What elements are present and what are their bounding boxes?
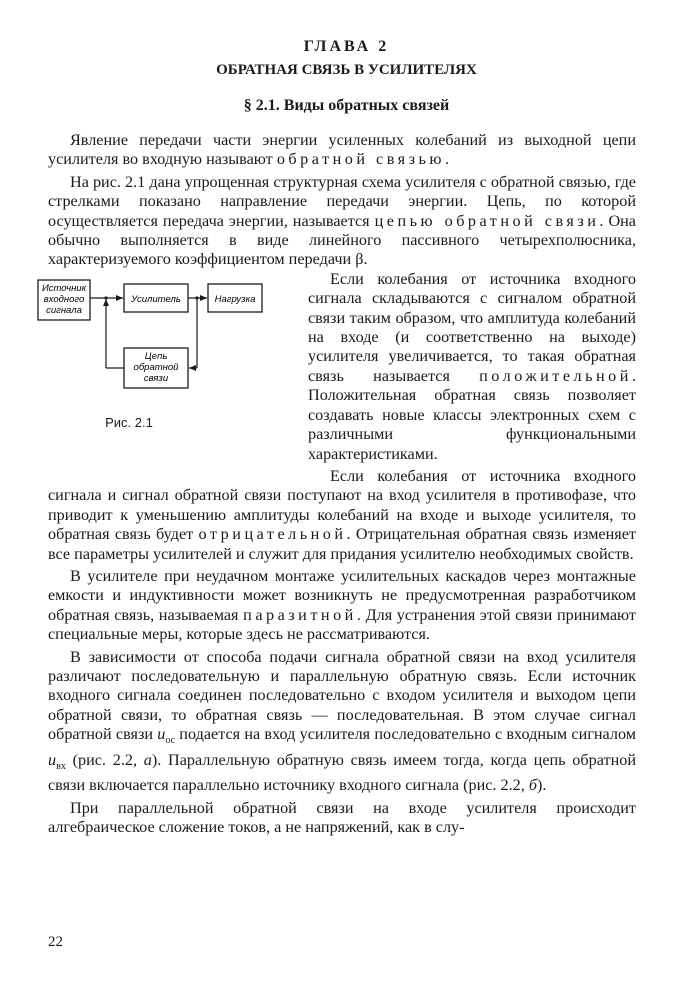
source-label-line-2: входного — [43, 293, 85, 305]
section-title: § 2.1. Виды обратных связей — [243, 97, 450, 114]
paragraph-4: Если колебания от источника входного сигнала и сигнал обратной связи поступают на вход усилителя в противофазе, что приводит к уменьшению амплитуды колебаний на входе и выходе усилителя, то обратная связь будет отрицательной. Отрицательная обратная связь изменяет все параметры усилителей и служит для придания усилителю необходимых свойств. — [48, 466, 636, 563]
spaced-term: обратной связью — [276, 150, 445, 169]
paragraph-1: Явление передачи части энергии усиленных колебаний из выходной цепи усилителя во входную называют обратной связью. — [48, 131, 636, 169]
chapter-number: ГЛАВА 2 — [303, 38, 390, 55]
source-label-line-3: сигнала — [46, 304, 82, 316]
feedback-label-line-3: связи — [143, 372, 169, 384]
paragraph-2: На рис. 2.1 дана упрощенная структурная схема усилителя с обратной связью, где стрелками показано направление передачи энергии. Цепь, по которой осуществляется передача энергии, называется цепью обратной связи. Она обычно выполняется в виде линейного пассивного четырехполюсника, характеризуемого коэффициентом передачи β. — [48, 172, 636, 269]
source-label-line-1: Источник — [41, 282, 87, 294]
body-text — [41, 131, 636, 838]
chapter-title: ОБРАТНАЯ СВЯЗЬ В УСИЛИТЕЛЯХ — [216, 62, 477, 78]
spaced-term: паразитной — [243, 605, 357, 624]
feedback-label-line-1: Цепь — [144, 350, 168, 362]
figure-caption: Рис. 2.1 — [105, 414, 153, 430]
page-number: 22 — [48, 934, 63, 950]
spaced-term: отрицательной — [198, 525, 347, 544]
figure-2-1 — [26, 272, 304, 468]
paragraph-7: При параллельной обратной связи на входе усилителя происходит алгебраическое сложение токов, а не напряжений, как в слу- — [48, 798, 636, 837]
junction-dot — [195, 296, 198, 299]
load-label: Нагрузка — [214, 293, 256, 305]
amplifier-label: Усилитель — [131, 293, 181, 305]
spaced-term: цепью обратной связи — [374, 211, 600, 230]
feedback-label-line-2: обратной — [133, 361, 179, 373]
junction-dot — [104, 296, 107, 299]
paragraph-5: В усилителе при неудачном монтаже усилительных каскадов через монтажные емкости и индуктивности может возникнуть не предусмотренная разработчиком обратная связь, называемая паразитной. Для устранения этой связи принимают специальные меры, которые здесь не рассматриваются. — [48, 566, 636, 644]
paragraph-6: В зависимости от способа подачи сигнала обратной связи на вход усилителя различают последовательную и параллельную обратную связь. Если источник входного сигнала соединен последовательно с входом усилителя и выходом цепи обратной связи, то обратная связь — последовательная. В этом случае сигнал обратной связи $u_{ос}$ подается на вход усилителя последовательно с входным сигналом $u_{вх}$ (рис. 2.2, а). Параллельную обратную связь имеем тогда, когда цепь обратной связи включается параллельно источнику входного сигнала (рис. 2.2, б). — [48, 647, 636, 795]
block-diagram — [26, 272, 304, 412]
paragraph-3: Если колебания от источника входного сигнала складываются с сигналом обратной связи таким образом, что амплитуда колебаний на входе (и соответственно на выходе) усилителя увеличивается, то такая обратная связь называется положительной. Положительная обратная связь позволяет создавать новые классы электронных схем с различными функциональными характеристиками. — [308, 269, 636, 463]
spaced-term: положительной — [479, 366, 632, 385]
